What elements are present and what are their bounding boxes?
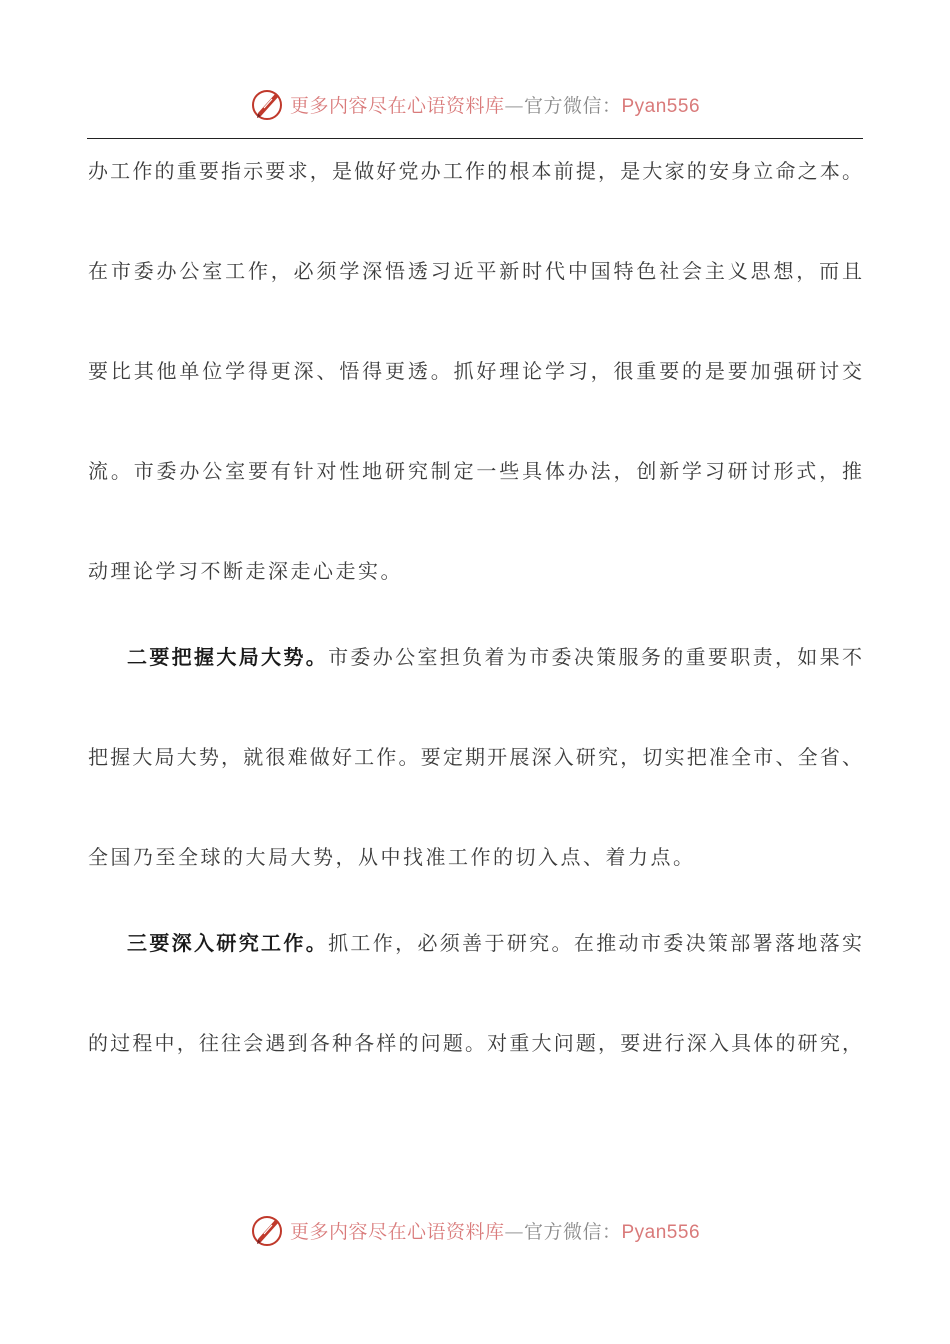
header-text xyxy=(290,91,700,118)
paragraph-3-line-2: 的过程中，往往会遇到各种各样的问题。对重大问题，要进行深入具体的研究， xyxy=(88,1031,862,1055)
footer-text xyxy=(290,1217,700,1244)
footer-separator: — xyxy=(504,1220,524,1243)
quill-pen-logo-icon xyxy=(250,86,286,122)
body-line-5: 动理论学习不断走深走心走实。 xyxy=(88,559,403,583)
header-banner xyxy=(0,84,950,124)
paragraph-2-line-1-text: 市委办公室担负着为市委决策服务的重要职责，如果不 xyxy=(328,645,862,669)
body-line-2: 在市委办公室工作，必须学深悟透习近平新时代中国特色社会主义思想，而且 xyxy=(88,259,862,283)
paragraph-3-heading: 三要深入研究工作。 xyxy=(127,931,329,955)
footer-brand: 更多内容尽在心语资料库 xyxy=(289,1220,505,1243)
footer-banner xyxy=(0,1210,950,1250)
body-line-4: 流。市委办公室要有针对性地研究制定一些具体办法，创新学习研讨形式，推 xyxy=(88,459,862,483)
quill-pen-logo-icon xyxy=(250,1212,286,1248)
header-separator: — xyxy=(504,94,524,117)
paragraph-2-line-3: 全国乃至全球的大局大势，从中找准工作的切入点、着力点。 xyxy=(88,845,696,869)
paragraph-2-heading: 二要把握大局大势。 xyxy=(127,645,329,669)
header-divider xyxy=(87,138,863,139)
body-line-3: 要比其他单位学得更深、悟得更透。抓好理论学习，很重要的是要加强研讨交 xyxy=(88,359,862,383)
footer-wechat-id: Pyan556 xyxy=(621,1221,701,1243)
header-brand: 更多内容尽在心语资料库 xyxy=(289,94,505,117)
paragraph-2-line-1 xyxy=(127,643,862,671)
paragraph-2-line-2: 把握大局大势，就很难做好工作。要定期开展深入研究，切实把准全市、全省、 xyxy=(88,745,862,769)
header-official-label: 官方微信： xyxy=(523,94,622,117)
paragraph-3-line-1-text: 抓工作，必须善于研究。在推动市委决策部署落地落实 xyxy=(328,931,862,955)
body-line-1: 办工作的重要指示要求，是做好党办工作的根本前提，是大家的安身立命之本。 xyxy=(88,159,862,183)
paragraph-3-line-1 xyxy=(127,929,862,957)
header-wechat-id: Pyan556 xyxy=(621,95,701,117)
footer-official-label: 官方微信： xyxy=(523,1220,622,1243)
